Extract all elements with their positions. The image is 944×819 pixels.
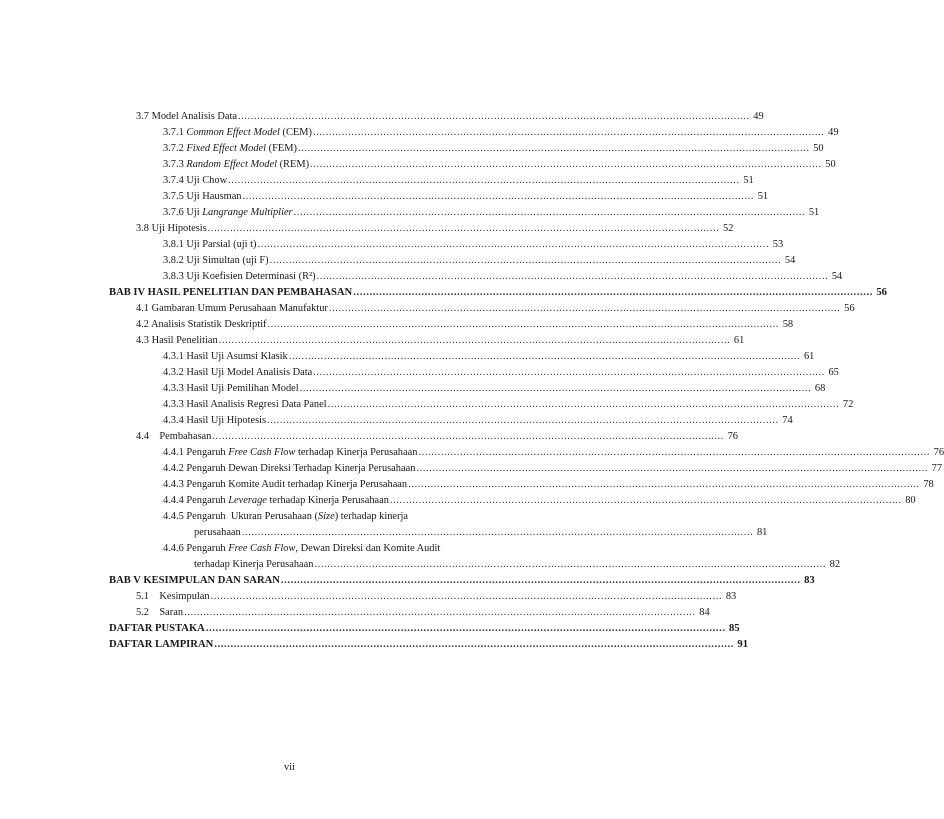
- toc-entry[interactable]: terhadap Kinerja Perusahaan ................................................................................................................................................................ 82: [194, 559, 841, 570]
- toc-entry-page: 58: [782, 319, 794, 330]
- toc-chapter-page: 56: [876, 287, 887, 298]
- toc-entry[interactable]: 3.8.1 Uji Parsial (uji t) ................................................................................................................................................................ 53: [163, 239, 784, 250]
- toc-entry[interactable]: 3.7.3 Random Effect Model (REM) ................................................................................................................................................................ 50: [163, 159, 836, 170]
- toc-entry-page: 78: [923, 479, 934, 490]
- toc-entry-page: 52: [722, 223, 734, 234]
- toc-entry[interactable]: 3.7.4 Uji Chow ................................................................................................................................................................ 51: [163, 175, 754, 186]
- toc-entry-label: 3.8 Uji Hipotesis: [136, 223, 207, 234]
- toc-entry-label: 4.3.3 Hasil Uji Pemilihan Model: [163, 383, 299, 394]
- toc-entry-label: 5.2 Saran: [136, 607, 184, 618]
- toc-entry[interactable]: 4.3.3 Hasil Analisis Regresi Data Panel ................................................................................................................................................................ 72: [163, 399, 854, 410]
- toc-entry-page: 50: [825, 159, 836, 170]
- toc-entry-label: 3.7 Model Analisis Data: [136, 111, 238, 122]
- toc-entry-page: 80: [905, 495, 916, 506]
- toc-entry-page: 82: [829, 559, 841, 570]
- toc-entry-label: 4.1 Gambaran Umum Perusahaan Manufaktur: [136, 303, 328, 314]
- toc-entry-label: 4.4.2 Pengaruh Dewan Direksi Terhadap Kinerja Perusahaan: [163, 463, 416, 474]
- toc-entry-label: 4.3 Hasil Penelitian: [136, 335, 218, 346]
- page-number: vii: [284, 762, 295, 773]
- toc-entry-page: 51: [757, 191, 769, 202]
- toc-entry-label: 3.8.1 Uji Parsial (uji t): [163, 239, 257, 250]
- toc-entry-page: 51: [743, 175, 754, 186]
- toc-entry-page: 76: [933, 447, 944, 458]
- toc-entry-label: 4.4.3 Pengaruh Komite Audit terhadap Kinerja Perusahaan: [163, 479, 408, 490]
- toc-entry-label: 4.3.4 Hasil Uji Hipotesis: [163, 415, 267, 426]
- toc-chapter-page: 91: [737, 639, 749, 650]
- toc-entry[interactable]: 4.3.4 Hasil Uji Hipotesis ................................................................................................................................................................ 74: [163, 415, 793, 426]
- toc-chapter-page: 83: [804, 575, 815, 586]
- toc-entry-page: 49: [828, 127, 839, 138]
- toc-chapter-label: DAFTAR PUSTAKA: [109, 623, 205, 634]
- toc-entry[interactable]: 4.4 Pembahasan ................................................................................................................................................................ 76: [136, 431, 738, 442]
- toc-entry-page: 61: [733, 335, 745, 346]
- toc-entry-label: 5.1 Kesimpulan: [136, 591, 210, 602]
- toc-entry-label: 4.3.2 Hasil Uji Model Analisis Data: [163, 367, 313, 378]
- toc-entry[interactable]: 3.8 Uji Hipotesis ................................................................................................................................................................ 52: [136, 223, 734, 234]
- toc-chapter-label: BAB IV HASIL PENELITIAN DAN PEMBAHASAN: [109, 287, 353, 298]
- toc-entry-page: 72: [842, 399, 854, 410]
- toc-entry-label: terhadap Kinerja Perusahaan: [194, 559, 314, 570]
- toc-entry[interactable]: 3.8.2 Uji Simultan (uji F) ................................................................................................................................................................ 54: [163, 255, 796, 266]
- toc-entry[interactable]: 4.4.1 Pengaruh Free Cash Flow terhadap Kinerja Perusahaan ................................................................................................................................................................ 76: [163, 447, 944, 458]
- toc-entry[interactable]: 3.8.3 Uji Koefisien Determinasi (R²) ................................................................................................................................................................ 54: [163, 271, 843, 282]
- toc-entry[interactable]: 4.3.1 Hasil Uji Asumsi Klasik ................................................................................................................................................................ 61: [163, 351, 815, 362]
- toc-entry-label: 3.7.2 Fixed Effect Model (FEM): [163, 143, 297, 154]
- toc-entry[interactable]: 4.4.3 Pengaruh Komite Audit terhadap Kinerja Perusahaan ................................................................................................................................................................ 78: [163, 479, 934, 490]
- toc-entry-label: 3.7.1 Common Effect Model (CEM): [163, 127, 312, 138]
- toc-entry-page: 68: [814, 383, 826, 394]
- toc-chapter[interactable]: DAFTAR LAMPIRAN ................................................................................................................................................................ 91: [109, 639, 749, 650]
- toc-entry-label: 3.8.3 Uji Koefisien Determinasi (R²): [163, 271, 316, 282]
- toc-entry-label: 4.4.1 Pengaruh Free Cash Flow terhadap Kinerja Perusahaan: [163, 447, 418, 458]
- toc-entry-page: 53: [772, 239, 784, 250]
- toc-entry-page: 61: [803, 351, 815, 362]
- toc-entry-label: perusahaan: [194, 527, 241, 538]
- toc-entry-label: 3.7.6 Uji Langrange Multiplier: [163, 207, 293, 218]
- toc-entry[interactable]: 4.2 Analisis Statistik Deskriptif ................................................................................................................................................................ 58: [136, 319, 794, 330]
- toc-entry[interactable]: 3.7.5 Uji Hausman ................................................................................................................................................................ 51: [163, 191, 769, 202]
- toc-entry-label: 4.3.1 Hasil Uji Asumsi Klasik: [163, 351, 288, 362]
- toc-chapter[interactable]: BAB IV HASIL PENELITIAN DAN PEMBAHASAN ................................................................................................................................................................ 56: [109, 287, 887, 298]
- toc-chapter-page: 85: [729, 623, 740, 634]
- toc-entry-label: 3.7.5 Uji Hausman: [163, 191, 242, 202]
- toc-chapter-label: BAB V KESIMPULAN DAN SARAN: [109, 575, 280, 586]
- toc-entry-page: 54: [831, 271, 843, 282]
- toc-entry[interactable]: 5.2 Saran ................................................................................................................................................................ 84: [136, 607, 710, 618]
- toc-entry-label: 4.4.4 Pengaruh Leverage terhadap Kinerja Perusahaan: [163, 495, 389, 506]
- toc-chapter[interactable]: BAB V KESIMPULAN DAN SARAN ................................................................................................................................................................ 83: [109, 575, 815, 586]
- toc-entry[interactable]: 4.1 Gambaran Umum Perusahaan Manufaktur ................................................................................................................................................................ 56: [136, 303, 855, 314]
- toc-entry-page: 51: [808, 207, 820, 218]
- toc-entry[interactable]: 4.3 Hasil Penelitian ................................................................................................................................................................ 61: [136, 335, 745, 346]
- toc-chapter-label: DAFTAR LAMPIRAN: [109, 639, 214, 650]
- toc-entry-page: 65: [828, 367, 839, 378]
- toc-entry-label-line1: 4.4.5 Pengaruh Ukuran Perusahaan (Size) terhadap kinerja: [163, 511, 408, 522]
- toc-entry[interactable]: 3.7.1 Common Effect Model (CEM) ................................................................................................................................................................ 49: [163, 127, 839, 138]
- toc-entry[interactable]: 5.1 Kesimpulan ................................................................................................................................................................ 83: [136, 591, 737, 602]
- toc-entry-page: 49: [753, 111, 764, 122]
- toc-entry[interactable]: 4.3.3 Hasil Uji Pemilihan Model ................................................................................................................................................................ 68: [163, 383, 826, 394]
- toc-chapter[interactable]: DAFTAR PUSTAKA ................................................................................................................................................................ 85: [109, 623, 740, 634]
- toc-entry[interactable]: 3.7.2 Fixed Effect Model (FEM) ................................................................................................................................................................ 50: [163, 143, 824, 154]
- toc-entry[interactable]: 3.7 Model Analisis Data ................................................................................................................................................................ 49: [136, 111, 764, 122]
- toc-entry[interactable]: perusahaan ................................................................................................................................................................ 81: [194, 527, 768, 538]
- toc-entry-label: 3.7.4 Uji Chow: [163, 175, 228, 186]
- toc-entry-page: 83: [725, 591, 737, 602]
- toc-entry-label: 4.3.3 Hasil Analisis Regresi Data Panel: [163, 399, 327, 410]
- toc-entry-page: 84: [699, 607, 710, 618]
- toc-entry[interactable]: 4.4.2 Pengaruh Dewan Direksi Terhadap Kinerja Perusahaan ................................................................................................................................................................ 77: [163, 463, 943, 474]
- toc-entry-page: 77: [931, 463, 943, 474]
- toc-entry[interactable]: 3.7.6 Uji Langrange Multiplier ................................................................................................................................................................ 51: [163, 207, 820, 218]
- toc-entry-page: 74: [782, 415, 793, 426]
- toc-entry-label: 4.2 Analisis Statistik Deskriptif: [136, 319, 267, 330]
- toc-entry-label: 3.8.2 Uji Simultan (uji F): [163, 255, 269, 266]
- toc-entry[interactable]: 4.4.4 Pengaruh Leverage terhadap Kinerja Perusahaan ................................................................................................................................................................ 80: [163, 495, 916, 506]
- toc-entry-label-line1: 4.4.6 Pengaruh Free Cash Flow, Dewan Direksi dan Komite Audit: [163, 543, 441, 554]
- toc-entry-page: 54: [784, 255, 796, 266]
- toc-entry-label: 4.4 Pembahasan: [136, 431, 212, 442]
- toc-entry-label: 3.7.3 Random Effect Model (REM): [163, 159, 310, 170]
- toc-entry-page: 81: [756, 527, 768, 538]
- toc-entry[interactable]: 4.3.2 Hasil Uji Model Analisis Data ................................................................................................................................................................ 65: [163, 367, 839, 378]
- toc-entry-page: 56: [844, 303, 855, 314]
- toc-entry-page: 76: [727, 431, 738, 442]
- toc-entry-page: 50: [813, 143, 824, 154]
